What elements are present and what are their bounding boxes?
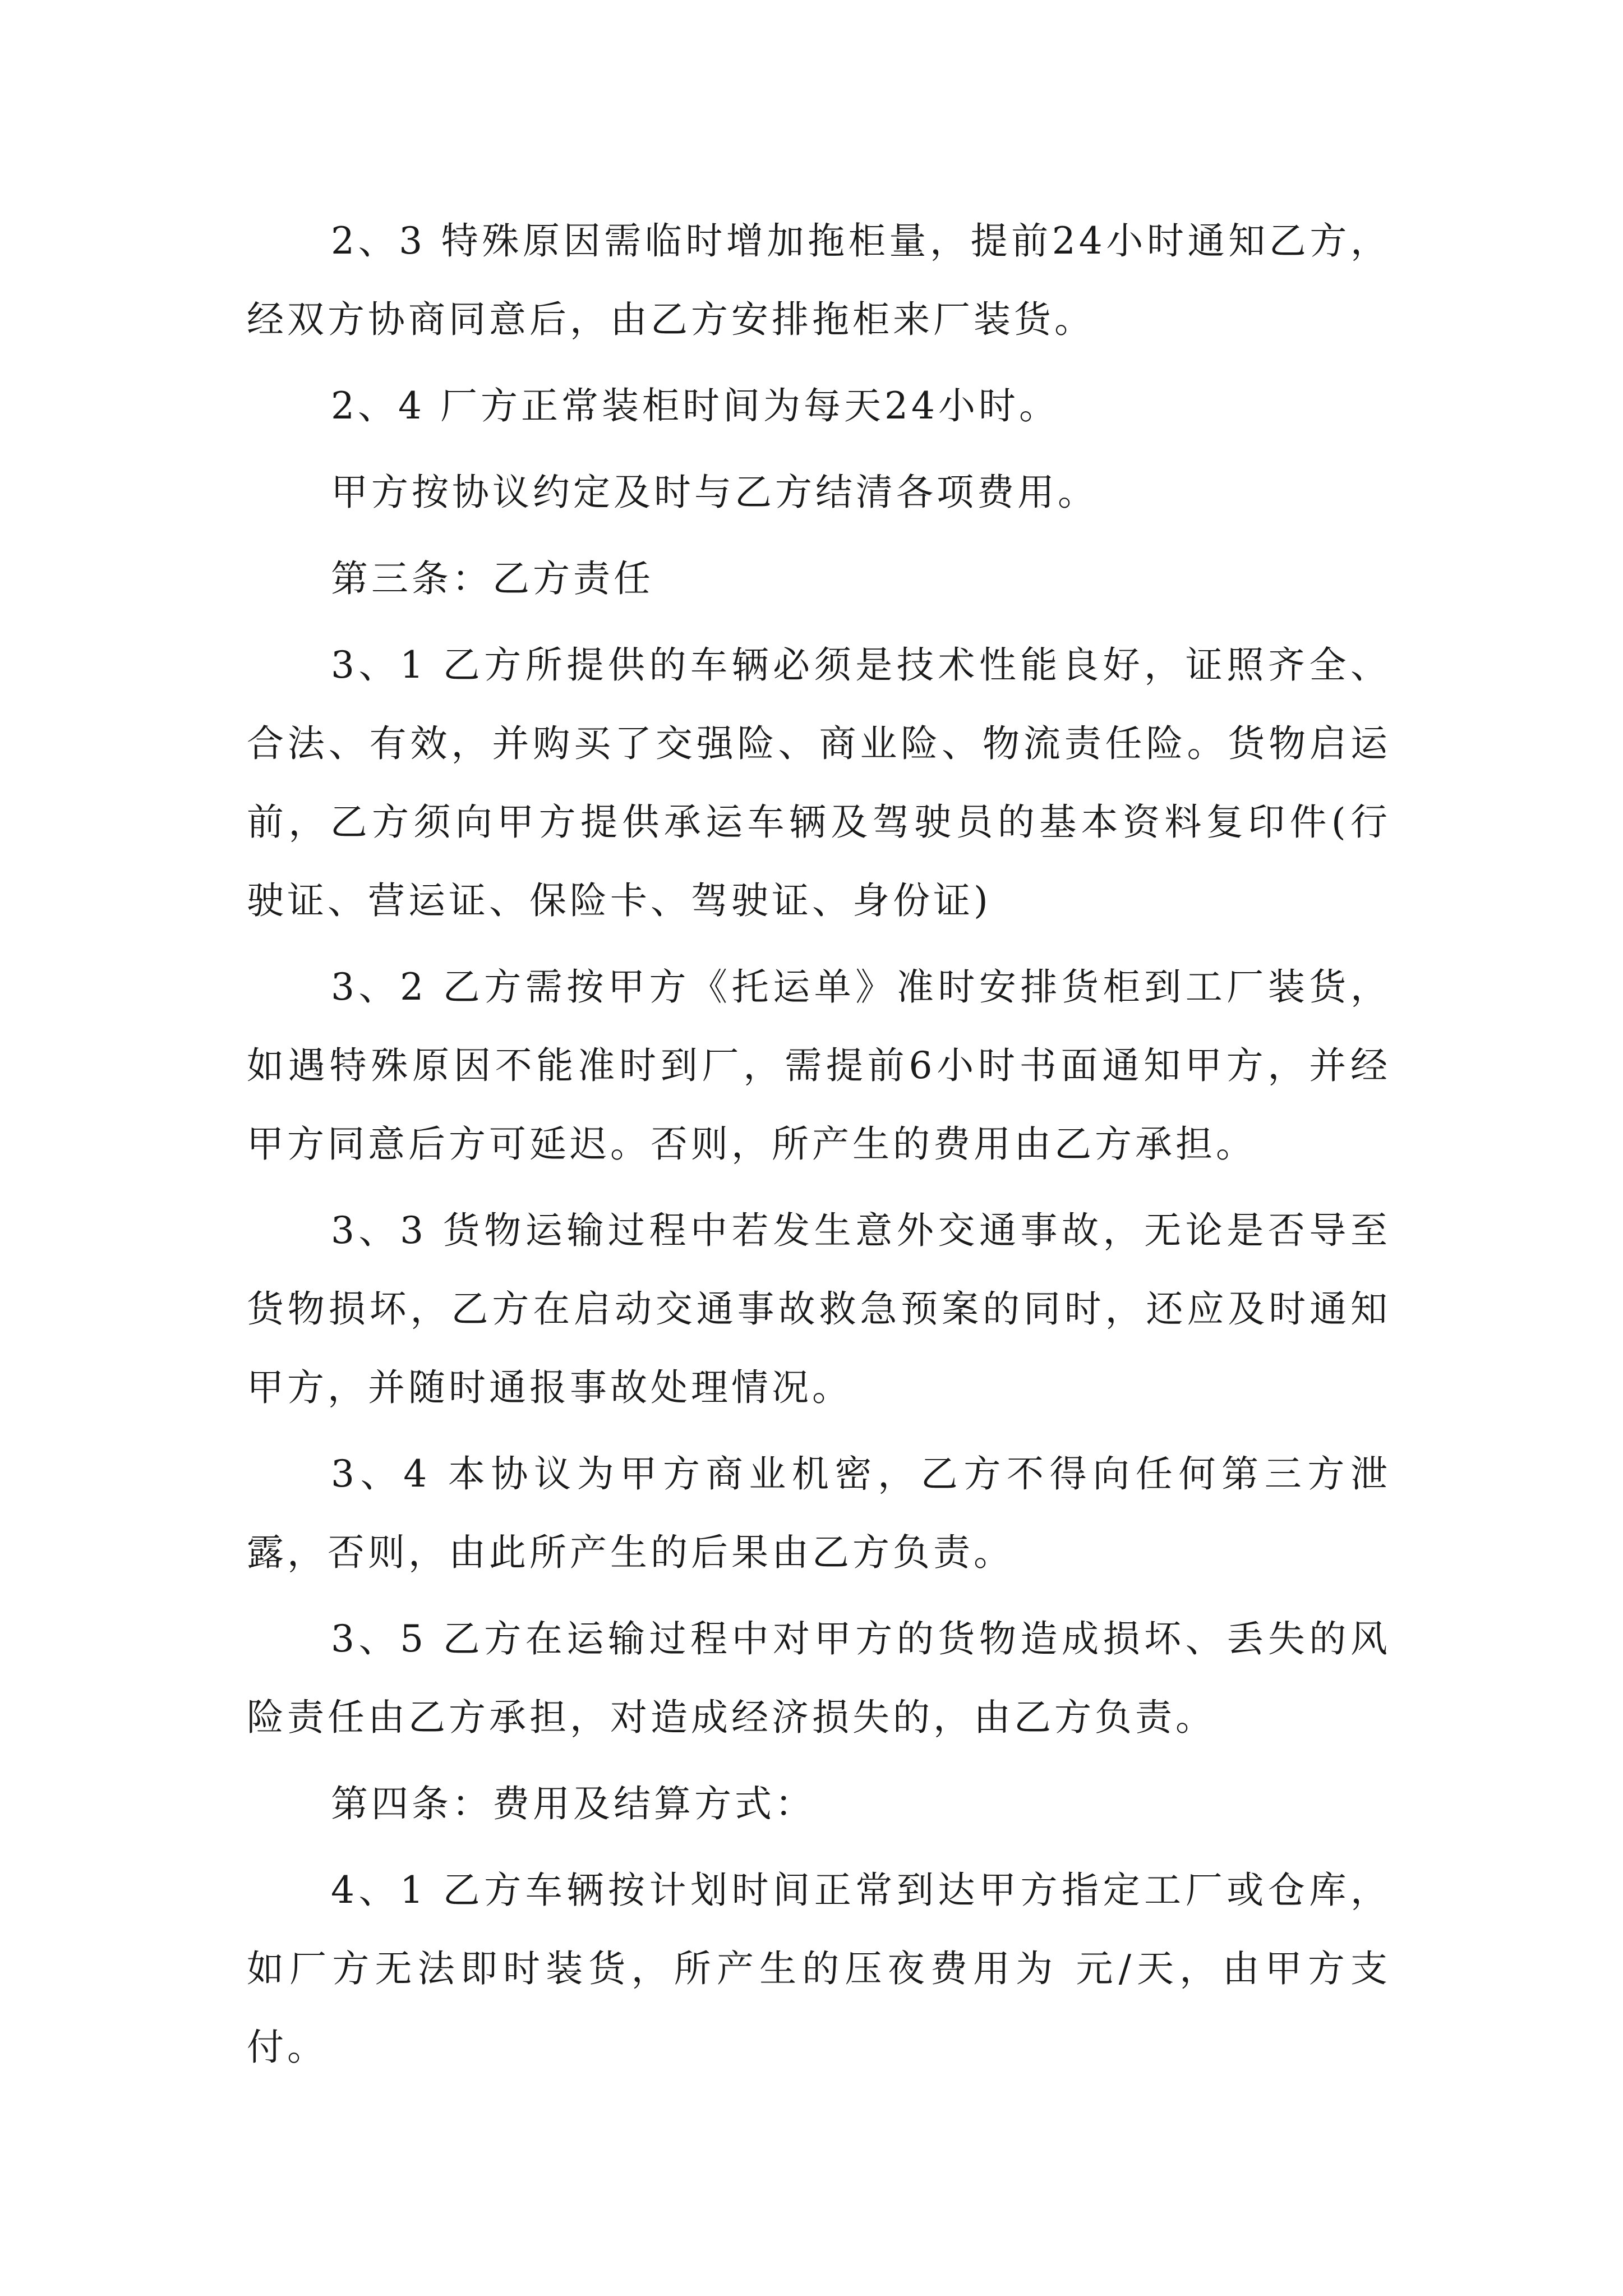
clause-3-5: 3、5 乙方在运输过程中对甲方的货物造成损坏、丢失的风险责任由乙方承担，对造成经济损失的，由乙方负责。 xyxy=(247,1617,1391,1739)
clause-2-4: 2、4 厂方正常装柜时间为每天24小时。 xyxy=(331,384,1059,427)
clause-3-2: 3、2 乙方需按甲方《托运单》准时安排货柜到工厂装货，如遇特殊原因不能准时到厂，需提前6小时书面通知甲方，并经甲方同意后方可延迟。否则，所产生的费用由乙方承担。 xyxy=(247,965,1391,1166)
clause-4-1: 4、1 乙方车辆按计划时间正常到达甲方指定工厂或仓库，如厂方无法即时装货，所产生的压夜费用为 元/天，由甲方支付。 xyxy=(247,1869,1391,2069)
section-heading-article-4: 第四条：费用及结算方式： xyxy=(331,1782,815,1825)
settlement-note: 甲方按协议约定及时与乙方结清各项费用。 xyxy=(331,471,1098,514)
clause-3-3: 3、3 货物运输过程中若发生意外交通事故，无论是否导至货物损坏，乙方在启动交通事故救急预案的同时，还应及时通知甲方，并随时通报事故处理情况。 xyxy=(247,1209,1391,1409)
clause-3-1: 3、1 乙方所提供的车辆必须是技术性能良好，证照齐全、合法、有效，并购买了交强险、商业险、物流责任险。货物启运前，乙方须向甲方提供承运车辆及驾驶员的基本资料复印件(行驶证、营运证、保险卡、驾驶证、身份证) xyxy=(247,643,1391,922)
section-heading-article-3: 第三条：乙方责任 xyxy=(331,557,654,600)
document-page xyxy=(247,202,1391,2095)
clause-2-3: 2、3 特殊原因需临时增加拖柜量，提前24小时通知乙方，经双方协商同意后，由乙方安排拖柜来厂装货。 xyxy=(247,219,1391,341)
clause-3-4: 3、4 本协议为甲方商业机密，乙方不得向任何第三方泄露，否则，由此所产生的后果由乙方负责。 xyxy=(247,1452,1391,1574)
